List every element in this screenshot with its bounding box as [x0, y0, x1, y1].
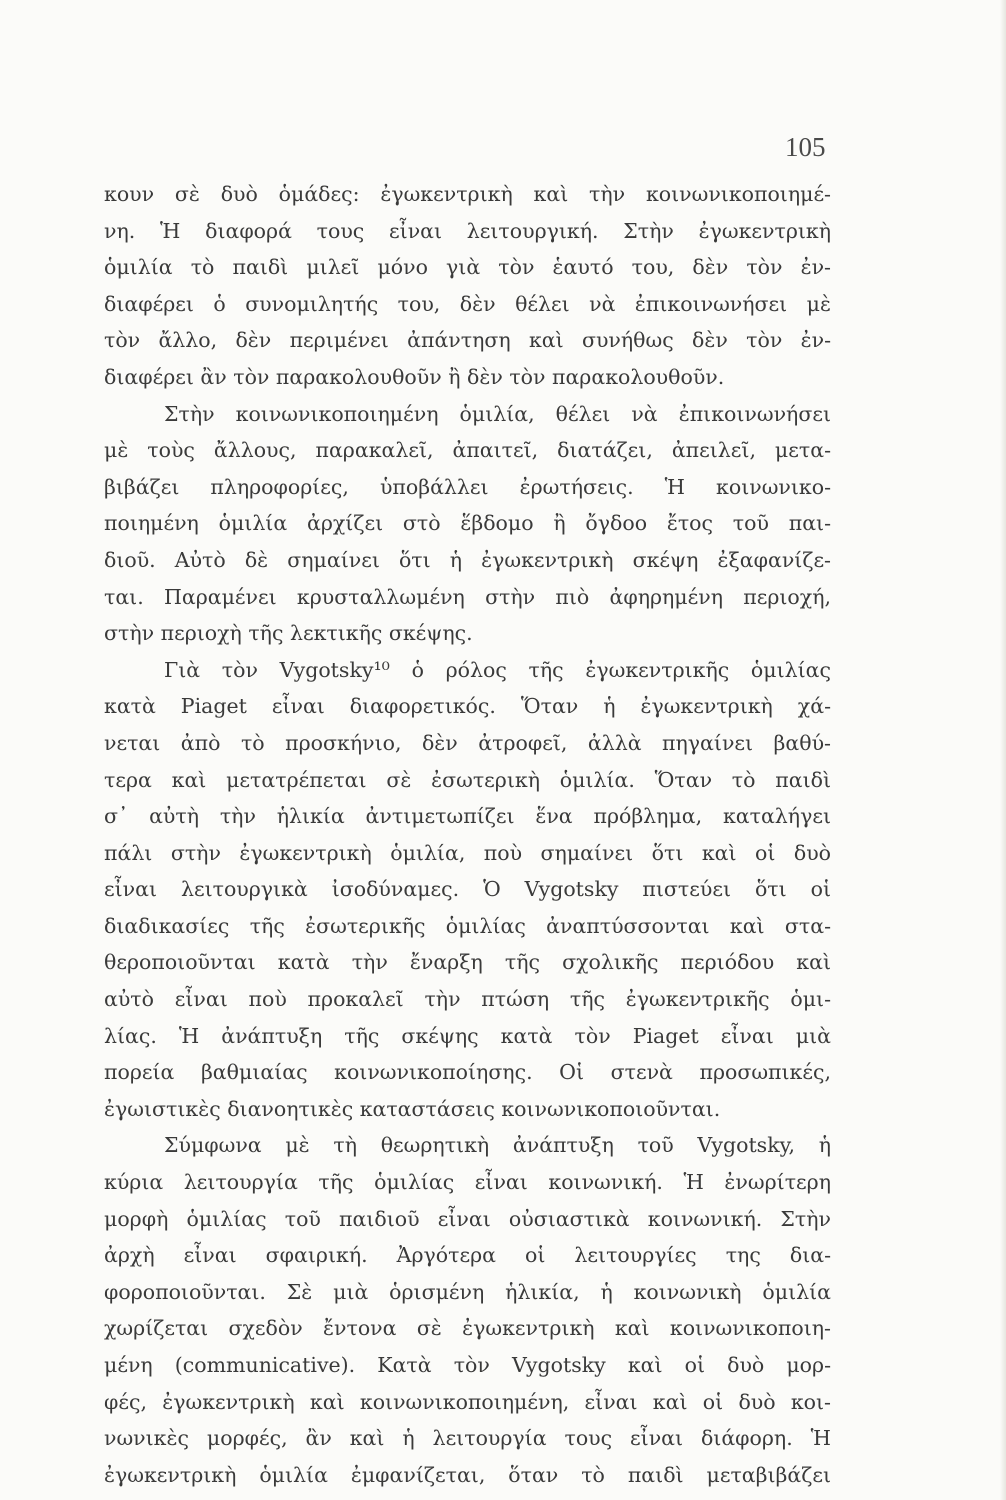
text-line: πορεία βαθμιαίας κοινωνικοποίησης. Οἱ στενὰ προσωπικές, — [104, 1060, 831, 1085]
text-line: σ᾽ αὐτὴ τὴν ἡλικία ἀντιμετωπίζει ἕνα πρόβλημα, καταλήγει — [104, 804, 831, 829]
text-line: στὴν περιοχὴ τῆς λεκτικῆς σκέψης. — [104, 621, 473, 646]
text-line: κατὰ Piaget εἶναι διαφορετικός. Ὅταν ἡ ἐγωκεντρικὴ χά- — [104, 694, 831, 719]
text-line: φοροποιοῦνται. Σὲ μιὰ ὁρισμένη ἡλικία, ἡ κοινωνικὴ ὁμιλία — [104, 1279, 831, 1304]
text-line: ὁμιλία τὸ παιδὶ μιλεῖ μόνο γιὰ τὸν ἑαυτό του, δὲν τὸν ἐν- — [104, 255, 831, 280]
text-line: τὸν ἄλλο, δὲν περιμένει ἀπάντηση καὶ συνήθως δὲν τὸν ἐν- — [104, 328, 831, 353]
text-line: βιβάζει πληροφορίες, ὑποβάλλει ἐρωτήσεις. Ἡ κοινωνικο- — [104, 474, 831, 499]
text-line: εἶναι λειτουργικὰ ἰσοδύναμες. Ὁ Vygotsky πιστεύει ὅτι οἱ — [104, 877, 831, 902]
text-line: Σύμφωνα μὲ τὴ θεωρητικὴ ἀνάπτυξη τοῦ Vygotsky, ἡ — [164, 1133, 831, 1158]
text-line: ἀρχὴ εἶναι σφαιρική. Ἀργότερα οἱ λειτουργίες της δια- — [104, 1243, 831, 1268]
text-line: ται. Παραμένει κρυσταλλωμένη στὴν πιὸ ἀφηρημένη περιοχή, — [104, 584, 831, 609]
text-line: πάλι στὴν ἐγωκεντρικὴ ὁμιλία, ποὺ σημαίνει ὅτι καὶ οἱ δυὸ — [104, 840, 831, 865]
body-text — [104, 176, 831, 1493]
text-line: διοῦ. Αὐτὸ δὲ σημαίνει ὅτι ἡ ἐγωκεντρικὴ σκέψη ἐξαφανίζε- — [104, 547, 831, 572]
page-number: 105 — [785, 132, 826, 162]
text-line: μορφὴ ὁμιλίας τοῦ παιδιοῦ εἶναι οὐσιαστικὰ κοινωνική. Στὴν — [104, 1206, 831, 1231]
text-line: νωνικὲς μορφές, ἂν καὶ ἡ λειτουργία τους εἶναι διάφορη. Ἡ — [104, 1426, 831, 1451]
text-line: μὲ τοὺς ἄλλους, παρακαλεῖ, ἀπαιτεῖ, διατάζει, ἀπειλεῖ, μετα- — [104, 438, 831, 463]
page-edge-shadow — [1000, 0, 1006, 1500]
text-line: φές, ἐγωκεντρικὴ καὶ κοινωνικοποιημένη, εἶναι καὶ οἱ δυὸ κοι- — [104, 1389, 831, 1414]
text-line: θεροποιοῦνται κατὰ τὴν ἔναρξη τῆς σχολικῆς περιόδου καὶ — [104, 950, 831, 975]
text-line: διαφέρει ἂν τὸν παρακολουθοῦν ἢ δὲν τὸν παρακολουθοῦν. — [104, 364, 725, 389]
text-line: ἐγωκεντρικὴ ὁμιλία ἐμφανίζεται, ὅταν τὸ παιδὶ μεταβιβάζει — [104, 1462, 831, 1487]
text-line: Στὴν κοινωνικοποιημένη ὁμιλία, θέλει νὰ ἐπικοινωνήσει — [164, 401, 831, 426]
text-line: κύρια λειτουργία τῆς ὁμιλίας εἶναι κοινωνική. Ἡ ἐνωρίτερη — [104, 1170, 831, 1195]
text-line: Γιὰ τὸν Vygotsky¹⁰ ὁ ρόλος τῆς ἐγωκεντρικῆς ὁμιλίας — [164, 657, 831, 682]
text-line: διαδικασίες τῆς ἐσωτερικῆς ὁμιλίας ἀναπτύσσονται καὶ στα- — [104, 913, 831, 938]
text-line: νεται ἀπὸ τὸ προσκήνιο, δὲν ἀτροφεῖ, ἀλλὰ πηγαίνει βαθύ- — [104, 730, 831, 755]
text-line: αὐτὸ εἶναι ποὺ προκαλεῖ τὴν πτώση τῆς ἐγωκεντρικῆς ὁμι- — [104, 987, 831, 1012]
text-line: τερα καὶ μετατρέπεται σὲ ἐσωτερικὴ ὁμιλία. Ὅταν τὸ παιδὶ — [104, 767, 831, 792]
text-line: διαφέρει ὁ συνομιλητής του, δὲν θέλει νὰ ἐπικοινωνήσει μὲ — [104, 291, 831, 316]
text-line: λίας. Ἡ ἀνάπτυξη τῆς σκέψης κατὰ τὸν Piaget εἶναι μιὰ — [104, 1023, 831, 1048]
text-line: ποιημένη ὁμιλία ἀρχίζει στὸ ἕβδομο ἢ ὄγδοο ἔτος τοῦ παι- — [104, 511, 831, 536]
text-line: κουν σὲ δυὸ ὁμάδες: ἐγωκεντρικὴ καὶ τὴν κοινωνικοποιημέ- — [104, 182, 831, 206]
text-line: ἐγωιστικὲς διανοητικὲς καταστάσεις κοινωνικοποιοῦνται. — [104, 1096, 721, 1121]
text-line: μένη (communicative). Κατὰ τὸν Vygotsky καὶ οἱ δυὸ μορ- — [104, 1353, 831, 1377]
text-line: νη. Ἡ διαφορά τους εἶναι λειτουργική. Στὴν ἐγωκεντρικὴ — [104, 218, 831, 243]
text-line: χωρίζεται σχεδὸν ἔντονα σὲ ἐγωκεντρικὴ καὶ κοινωνικοποιη- — [104, 1316, 831, 1341]
